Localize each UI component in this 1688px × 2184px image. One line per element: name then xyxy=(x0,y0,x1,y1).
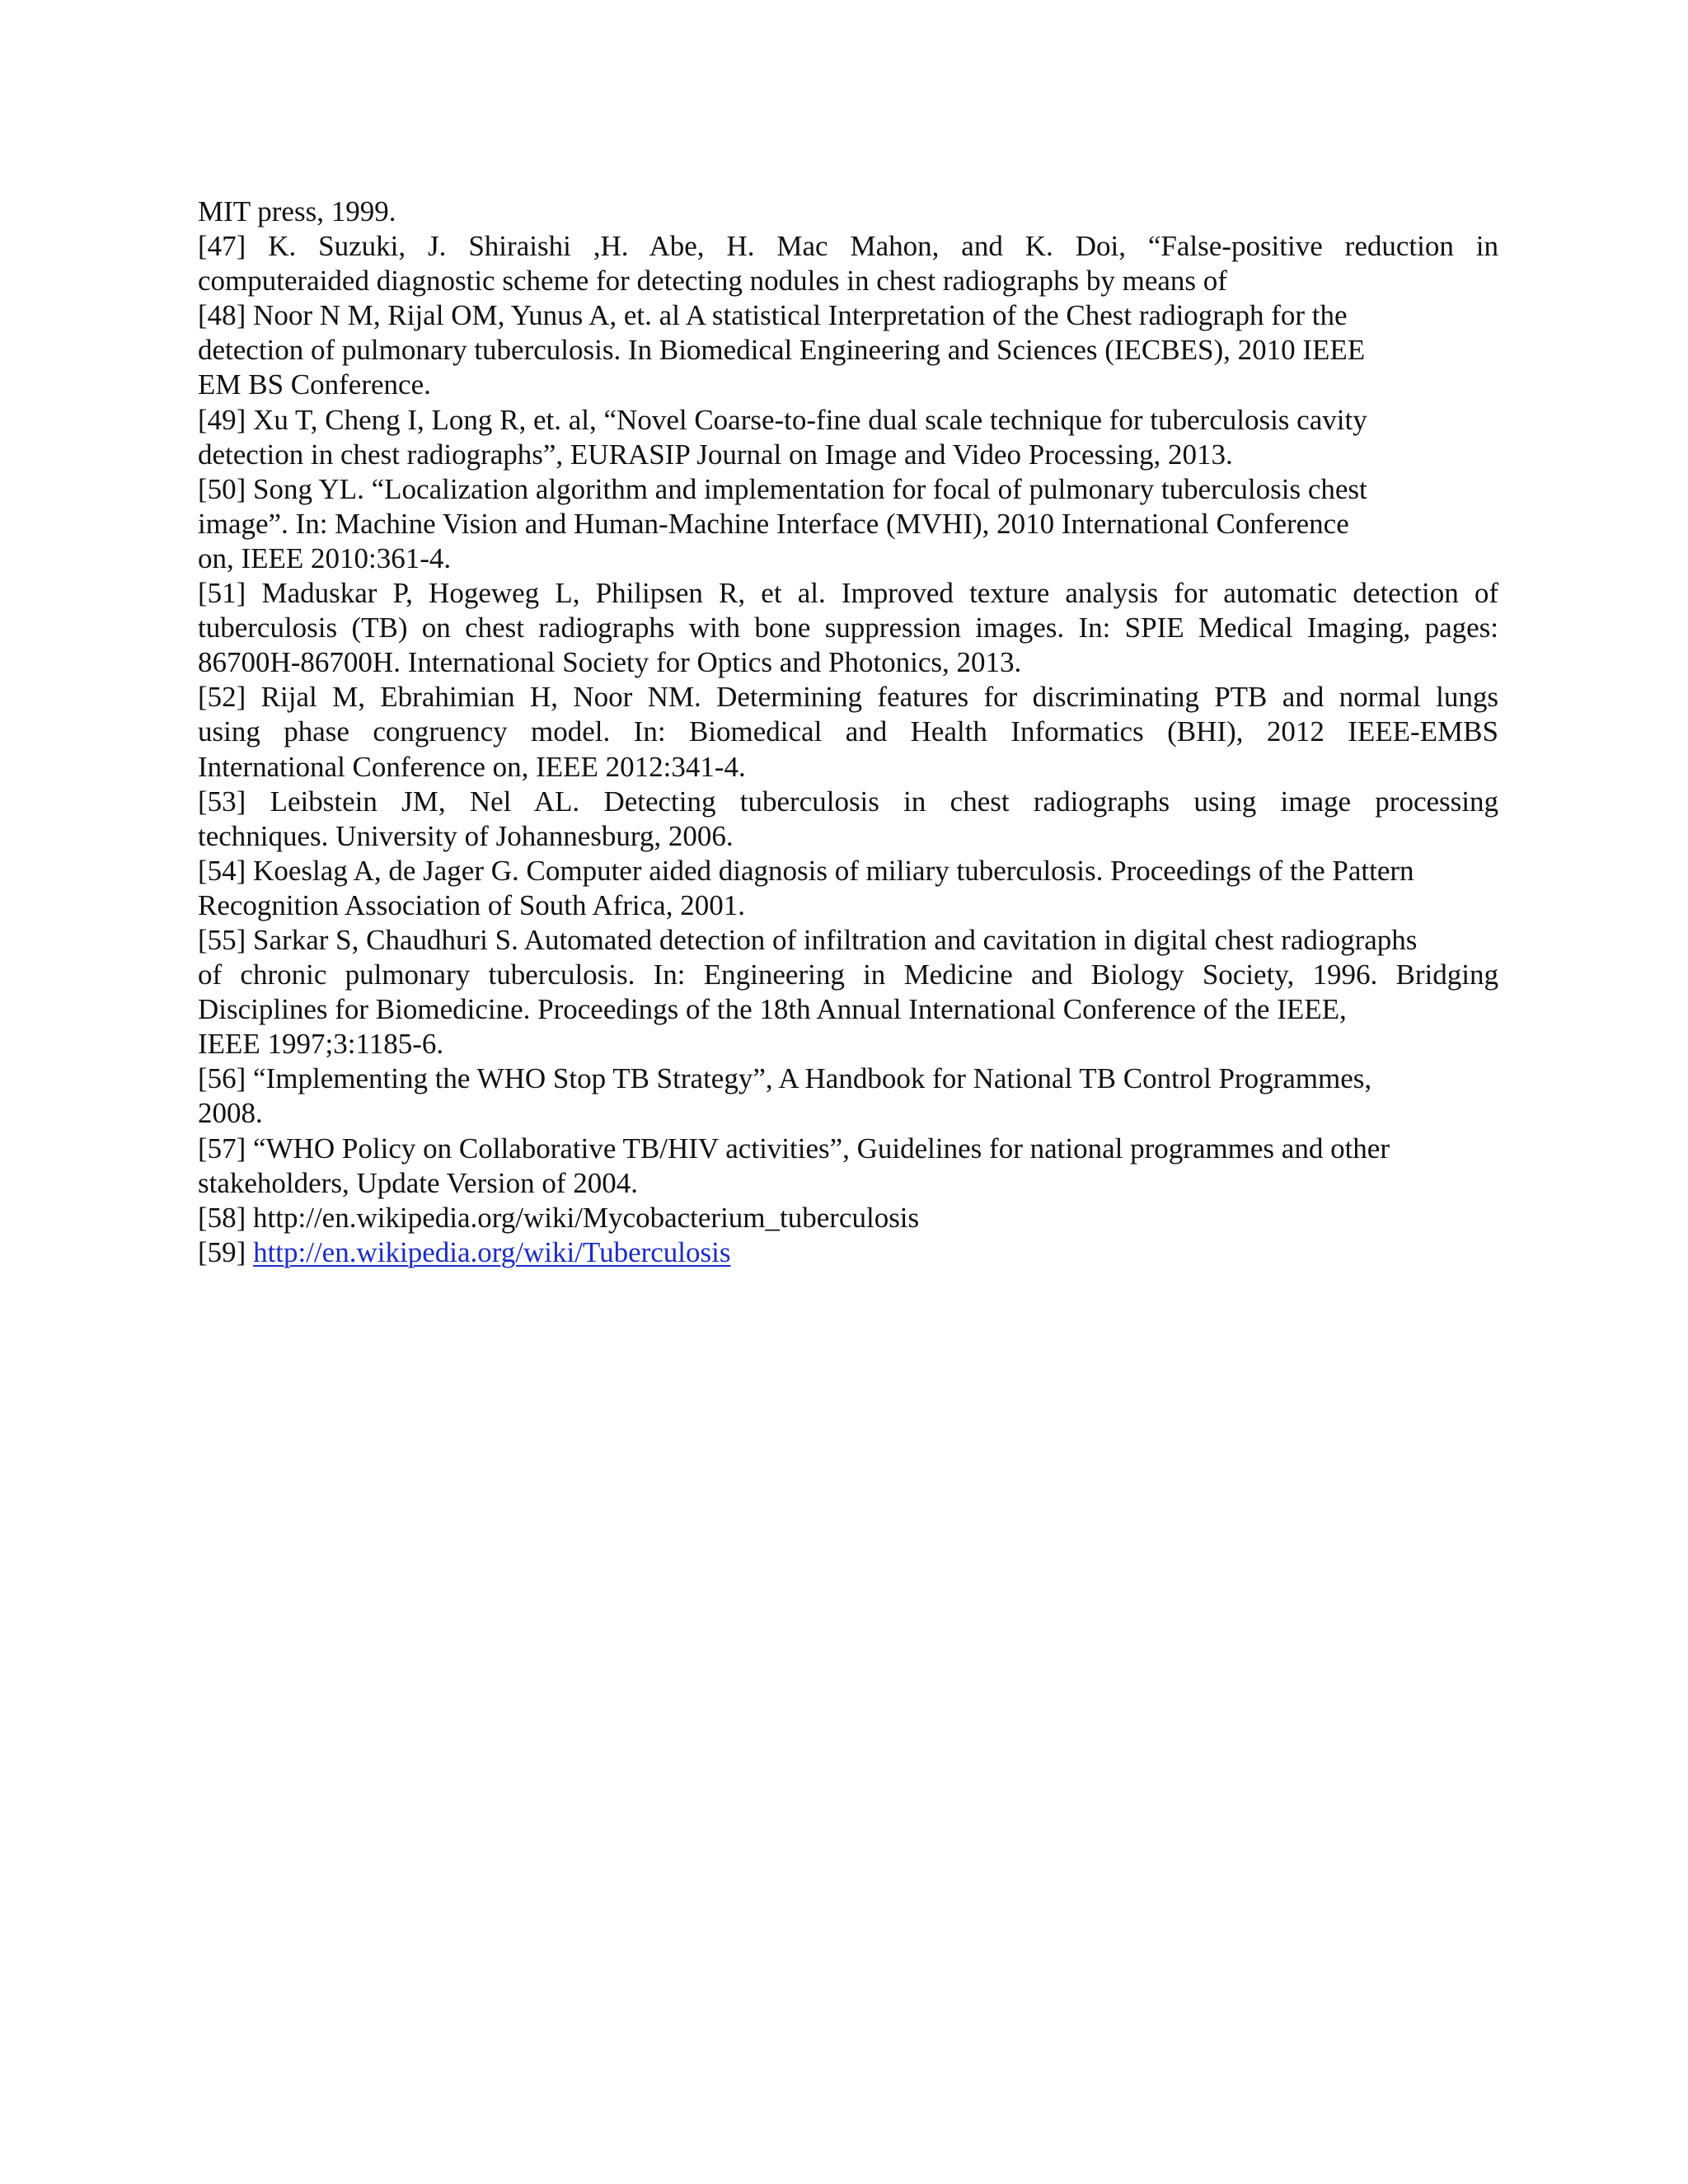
reference-line: tuberculosis (TB) on chest radiographs with bone suppression images. In: SPIE Medical Imaging, pages: xyxy=(198,612,1498,644)
reference-entry xyxy=(198,194,1498,229)
reference-entry xyxy=(198,229,1498,298)
tuberculosis-wikipedia-link[interactable]: http://en.wikipedia.org/wiki/Tuberculosis xyxy=(253,1235,731,1268)
reference-line: [54] Koeslag A, de Jager G. Computer aided diagnosis of miliary tuberculosis. Proceedings of the Pattern xyxy=(198,854,1414,887)
reference-line: computeraided diagnostic scheme for detecting nodules in chest radiographs by means of xyxy=(198,265,1227,298)
reference-line: [51] Maduskar P, Hogeweg L, Philipsen R, et al. Improved texture analysis for automatic detection of xyxy=(198,577,1498,610)
reference-line: [55] Sarkar S, Chaudhuri S. Automated detection of infiltration and cavitation in digital chest radiographs xyxy=(198,923,1418,956)
reference-entry xyxy=(198,403,1498,472)
reference-entry xyxy=(198,785,1498,854)
reference-59-label: [59] xyxy=(198,1235,254,1268)
reference-line: [52] Rijal M, Ebrahimian H, Noor NM. Determining features for discriminating PTB and normal lungs xyxy=(198,681,1498,714)
reference-entry xyxy=(198,472,1498,576)
reference-entry xyxy=(198,576,1498,680)
reference-line: of chronic pulmonary tuberculosis. In: Engineering in Medicine and Biology Society, 1996. Bridging xyxy=(198,958,1498,991)
reference-line: techniques. University of Johannesburg, 2006. xyxy=(198,819,734,852)
reference-entry xyxy=(198,854,1498,923)
reference-line: [56] “Implementing the WHO Stop TB Strategy”, A Handbook for National TB Control Programmes, xyxy=(198,1062,1372,1095)
reference-entry xyxy=(198,1201,1498,1235)
reference-line: on, IEEE 2010:361-4. xyxy=(198,541,452,574)
reference-line: 2008. xyxy=(198,1097,263,1130)
reference-line: [49] Xu T, Cheng I, Long R, et. al, “Novel Coarse-to-fine dual scale technique for tuberculosis cavity xyxy=(198,403,1367,436)
reference-line: [58] http://en.wikipedia.org/wiki/Mycobacterium_tuberculosis xyxy=(198,1201,920,1234)
reference-line: detection in chest radiographs”, EURASIP Journal on Image and Video Processing, 2013. xyxy=(198,438,1233,471)
reference-entry xyxy=(198,680,1498,784)
reference-line: image”. In: Machine Vision and Human-Machine Interface (MVHI), 2010 International Conference xyxy=(198,507,1349,540)
reference-line: detection of pulmonary tuberculosis. In Biomedical Engineering and Sciences (IECBES), 2010 IEEE xyxy=(198,334,1366,367)
reference-entry xyxy=(198,1062,1498,1131)
reference-line: [48] Noor N M, Rijal OM, Yunus A, et. al A statistical Interpretation of the Chest radiograph for the xyxy=(198,299,1348,332)
reference-line: [57] “WHO Policy on Collaborative TB/HIV activities”, Guidelines for national programmes and other xyxy=(198,1132,1390,1165)
reference-line: stakeholders, Update Version of 2004. xyxy=(198,1166,638,1199)
reference-entry xyxy=(198,923,1498,1062)
reference-line: [53] Leibstein JM, Nel AL. Detecting tuberculosis in chest radiographs using image processing xyxy=(198,785,1498,818)
reference-line: MIT press, 1999. xyxy=(198,195,396,227)
reference-entry-59 xyxy=(198,1235,1498,1270)
reference-line: 86700H-86700H. International Society for Optics and Photonics, 2013. xyxy=(198,646,1022,679)
reference-list xyxy=(198,194,1498,1270)
reference-line: EM BS Conference. xyxy=(198,368,431,401)
reference-line: International Conference on, IEEE 2012:341-4. xyxy=(198,750,746,783)
reference-line: [47] K. Suzuki, J. Shiraishi ,H. Abe, H. Mac Mahon, and K. Doi, “False-positive reduction in xyxy=(198,230,1498,263)
reference-line: using phase congruency model. In: Biomedical and Health Informatics (BHI), 2012 IEEE-EMBS xyxy=(198,715,1498,748)
reference-line: Disciplines for Biomedicine. Proceedings of the 18th Annual International Conference of the IEEE, xyxy=(198,993,1347,1026)
reference-entry xyxy=(198,1132,1498,1201)
reference-line: [50] Song YL. “Localization algorithm and implementation for focal of pulmonary tuberculosis chest xyxy=(198,472,1367,505)
reference-entries xyxy=(198,194,1498,1235)
reference-line: IEEE 1997;3:1185-6. xyxy=(198,1028,444,1061)
reference-entry xyxy=(198,298,1498,402)
reference-line: Recognition Association of South Africa, 2001. xyxy=(198,888,745,921)
